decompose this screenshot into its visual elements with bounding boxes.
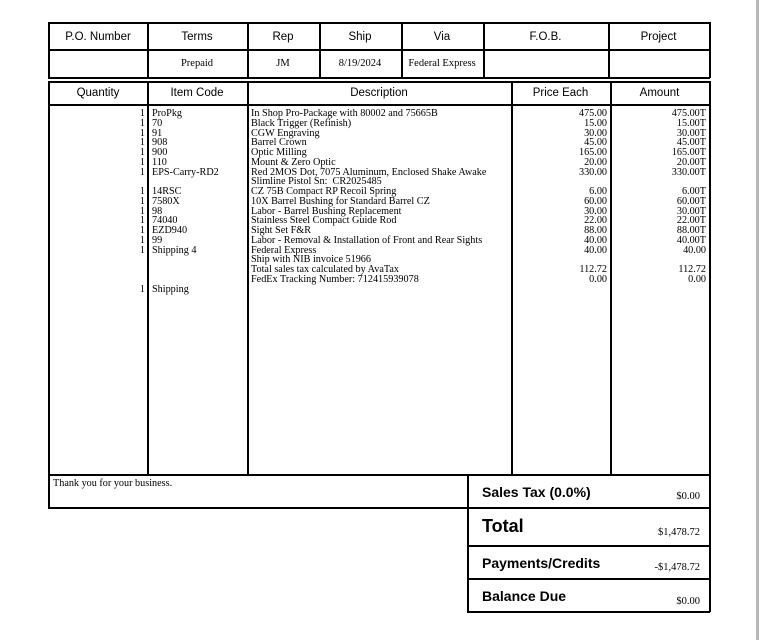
price-each-column: 475.00 15.00 30.00 45.00 165.00 20.00 330.00 6.00 60.00 30.00 22.00 88.00 40.00 40.00 112.72 0.00 (578, 108, 607, 285)
fob-header: F.O.B. (529, 31, 562, 43)
total-value: $1,478.72 (658, 527, 700, 538)
quantity-column-header: Quantity (76, 87, 120, 99)
ship-header: Ship (348, 31, 372, 43)
item-code-column-header: Item Code (170, 87, 224, 99)
amount-column: 475.00T 15.00T 30.00T 45.00T 165.00T 20.00T 330.00T 6.00T 60.00T 30.00T 22.00T 88.00T 40.00T 40.00 112.72 0.00 (671, 108, 706, 285)
description-column: In Shop Pro-Package with 80002 and 75665B Black Trigger (Refinish) CGW Engraving Barrel Crown Optic Milling Mount & Zero Optic Red 2MOS Dot, 7075 Aluminum, Enclosed Shake Awake Slimline Pistol Sn: CR2025485 CZ 75B Compact RP Recoil Spring 10X Barrel Bushing for Standard Barrel CZ Labor - Barrel Bushing Replacement Stainless Steel Compact Guide Rod Sight Set F&R Labor - Removal & Installation of Front and Rear Sights Federal Express Ship with NIB invoice 51966 Total sales tax calculated by AvaTax FedEx Tracking Number: 712415939078 (251, 108, 487, 285)
quantity-column: 1 1 1 1 1 1 1 1 1 1 1 1 1 1 1 (139, 108, 145, 295)
description-column-header: Description (350, 87, 408, 99)
po-number-header: P.O. Number (65, 31, 131, 43)
item-code-column: ProPkg 70 91 908 900 110 EPS-Carry-RD2 14RSC 7580X 98 74040 EZD940 99 Shipping 4 Shipping (152, 108, 219, 295)
balance-due-value: $0.00 (676, 596, 700, 607)
balance-due-label: Balance Due (482, 588, 567, 604)
sales-tax-label: Sales Tax (0.0%) (482, 484, 591, 500)
via-header: Via (433, 31, 451, 43)
rep-header: Rep (272, 31, 294, 43)
payments-credits-value: -$1,478.72 (654, 562, 700, 573)
project-header: Project (640, 31, 677, 43)
terms-value: Prepaid (180, 58, 214, 69)
terms-header: Terms (181, 31, 213, 43)
rep-value: JM (276, 58, 290, 69)
price-each-column-header: Price Each (532, 87, 589, 99)
amount-column-header: Amount (639, 87, 680, 99)
ship-date-value: 8/19/2024 (338, 58, 382, 69)
via-value: Federal Express (408, 58, 476, 69)
total-label: Total (482, 516, 524, 536)
thank-you-message: Thank you for your business. (53, 478, 173, 489)
payments-credits-label: Payments/Credits (482, 555, 601, 571)
sales-tax-value: $0.00 (676, 491, 700, 502)
